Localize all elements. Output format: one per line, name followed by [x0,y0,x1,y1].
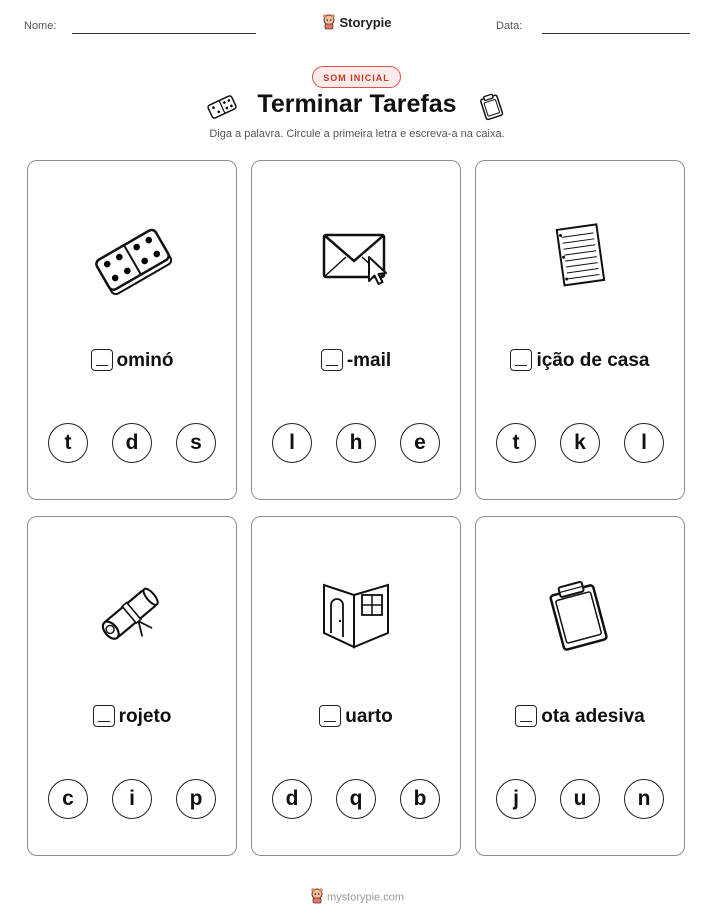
letter-choice[interactable]: s [176,423,216,463]
word-card [27,516,237,856]
letter-choice[interactable]: d [112,423,152,463]
letter-choice[interactable]: n [624,779,664,819]
name-line[interactable] [72,33,256,34]
letter-choice[interactable]: c [48,779,88,819]
word-ending: ota adesiva [541,706,645,727]
word-prompt [252,349,460,372]
word-prompt [28,349,236,372]
instructions: Diga a palavra. Circule a primeira letra e escreva-a na caixa. [209,128,505,140]
letter-answer-box[interactable] [515,705,537,727]
name-label: Nome: [24,20,57,32]
word-ending: rojeto [118,706,172,727]
word-card [475,516,685,856]
word-card [251,160,461,500]
letter-choice[interactable]: i [112,779,152,819]
letter-choice[interactable]: b [400,779,440,819]
letter-choice[interactable]: l [624,423,664,463]
letter-answer-box[interactable] [319,705,341,727]
word-prompt [28,705,236,728]
letter-choice[interactable]: u [560,779,600,819]
brand-name: Storypie [339,14,392,30]
letter-choice[interactable]: p [176,779,216,819]
brand-logo [0,14,714,33]
date-line[interactable] [542,33,690,34]
letter-choice[interactable]: h [336,423,376,463]
word-card [27,160,237,500]
sticky-notes-icon [540,575,620,660]
letter-choice[interactable]: k [560,423,600,463]
page-title: Terminar Tarefas [257,90,457,118]
storypie-mascot-icon [310,888,324,907]
word-prompt [476,705,684,728]
footer [0,888,714,907]
letter-choice[interactable]: t [496,423,536,463]
domino-icon [92,219,172,304]
notebook-paper-icon [545,219,615,304]
letter-answer-box[interactable] [510,349,532,371]
letter-answer-box[interactable] [91,349,113,371]
diploma-scroll-icon [92,575,172,660]
word-ending: uarto [345,706,393,727]
letter-choice[interactable]: l [272,423,312,463]
letter-choice[interactable]: t [48,423,88,463]
letter-choice[interactable]: d [272,779,312,819]
word-card [251,516,461,856]
word-ending: -mail [346,350,392,371]
letter-answer-box[interactable] [93,705,115,727]
word-prompt [476,349,684,372]
word-ending: ominó [116,350,174,371]
envelope-cursor-icon [316,219,396,294]
word-ending: ição de casa [536,350,650,371]
word-card [475,160,685,500]
letter-choice[interactable]: q [336,779,376,819]
storypie-mascot-icon [322,14,336,33]
letter-choice[interactable]: e [400,423,440,463]
footer-url[interactable]: mystorypie.com [326,891,405,904]
word-prompt [252,705,460,728]
letter-answer-box[interactable] [321,349,343,371]
date-label: Data: [496,20,523,32]
letter-choice[interactable]: j [496,779,536,819]
phonics-badge: SOM INICIAL [312,66,401,88]
room-corner-icon [316,575,396,660]
clipboard-icon [476,92,506,127]
